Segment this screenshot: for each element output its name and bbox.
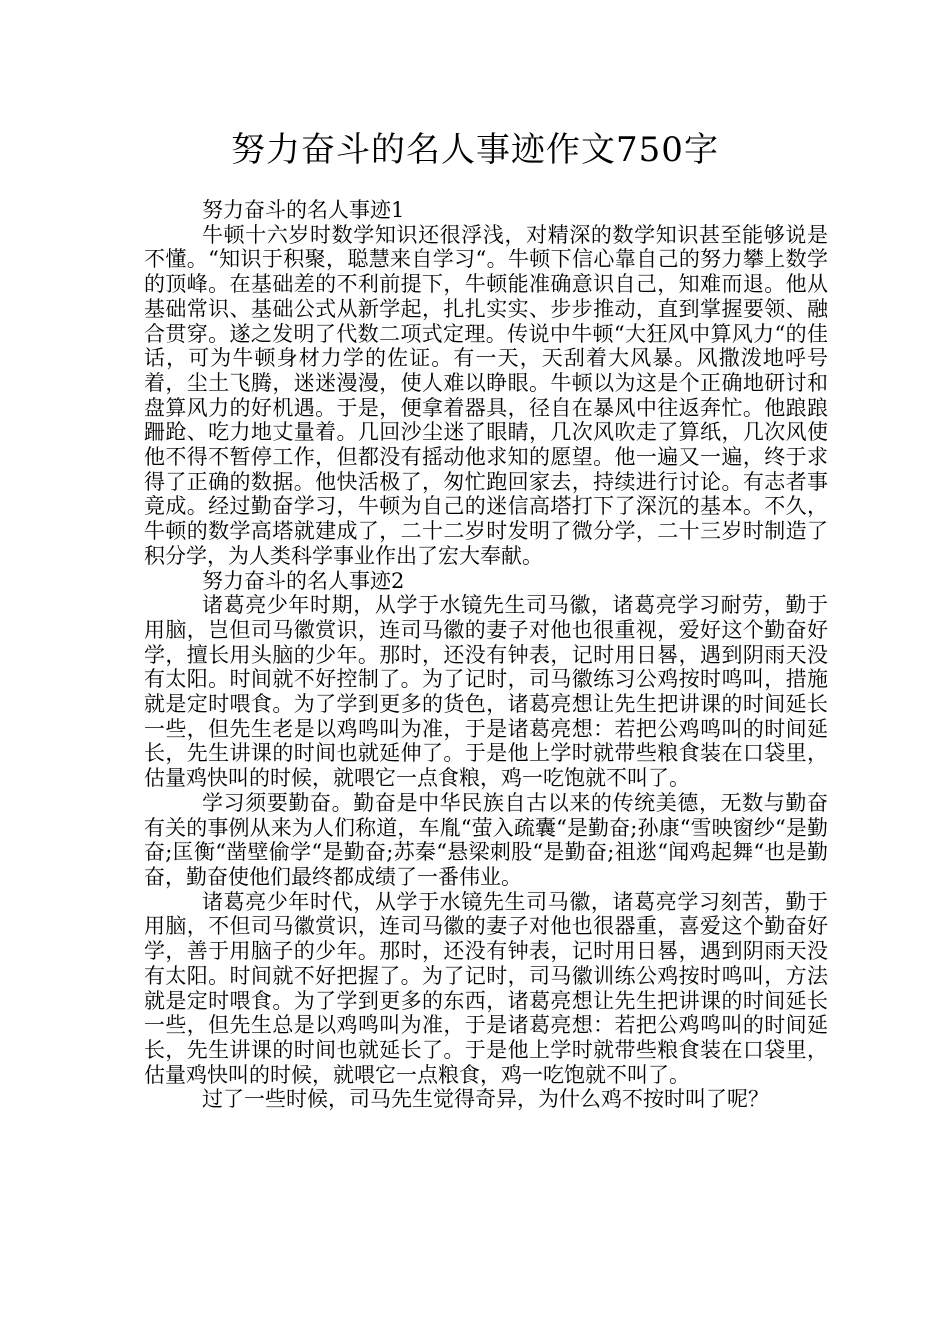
paragraph-sima-wonders: 过了一些时候，司马先生觉得奇异，为什么鸡不按时叫了呢？: [202, 1087, 769, 1112]
section-heading-1: 努力奋斗的名人事迹1: [202, 198, 405, 222]
section-heading-2: 努力奋斗的名人事迹2: [202, 568, 405, 593]
document-title: 努力奋斗的名人事迹作文750字: [231, 130, 719, 170]
paragraph-diligence: 学习须要勤奋。勤奋是中华民族自古以来的传统美德，无数与勤奋有关的事例从来为人们称道，车胤“萤入疏囊“是勤奋;孙康“雪映窗纱“是勤奋;匡衡“凿壁偷学“是勤奋;苏秦“悬梁刺股“是勤奋;祖逖“闻鸡起舞“也是勤奋，勤奋使他们最终都成绩了一番伟业。: [144, 790, 828, 889]
paragraph-newton: 牛顿十六岁时数学知识还很浮浅，对精深的数学知识甚至能够说是不懂。“知识于积聚，聪慧来自学习“。牛顿下信心靠自己的努力攀上数学的顶峰。在基础差的不利前提下，牛顿能准确意识自己，知难而退。他从基础常识、基础公式从新学起，扎扎实实、步步推动，直到掌握要领、融合贯穿。遂之发明了代数二项式定理。传说中牛顿“大狂风中算风力“的佳话，可为牛顿身材力学的佐证。有一天，天刮着大风暴。风撒泼地呼号着，尘土飞腾，迷迷漫漫，使人难以睁眼。牛顿以为这是个正确地研讨和盘算风力的好机遇。于是，便拿着器具，径自在暴风中往返奔忙。他踉踉跚跄、吃力地丈量着。几回沙尘迷了眼睛，几次风吹走了算纸，几次风使他不得不暂停工作，但都没有摇动他求知的愿望。他一遍又一遍，终于求得了正确的数据。他快活极了，匆忙跑回家去，持续进行讨论。有志者事竟成。经过勤奋学习，牛顿为自己的迷信高塔打下了深沉的基本。不久，牛顿的数学高塔就建成了，二十二岁时发明了微分学，二十三岁时制造了积分学，为人类科学事业作出了宏大奉献。: [144, 222, 828, 568]
paragraph-zhuge-liang-1: 诸葛亮少年时期，从学于水镜先生司马徽，诸葛亮学习耐劳，勤于用脑，岂但司马徽赏识，连司马徽的妻子对他也很重视，爱好这个勤奋好学，擅长用头脑的少年。那时，还没有钟表，记时用日晷，遇到阴雨天没有太阳。时间就不好控制了。为了记时，司马徽练习公鸡按时鸣叫，措施就是定时喂食。为了学到更多的货色，诸葛亮想让先生把讲课的时间延长一些，但先生老是以鸡鸣叫为准，于是诸葛亮想：若把公鸡鸣叫的时间延长，先生讲课的时间也就延伸了。于是他上学时就带些粮食装在口袋里，估量鸡快叫的时候，就喂它一点食粮，鸡一吃饱就不叫了。: [144, 593, 828, 791]
paragraph-zhuge-liang-2: 诸葛亮少年时代，从学于水镜先生司马徽，诸葛亮学习刻苦，勤于用脑，不但司马徽赏识，连司马徽的妻子对他也很器重，喜爱这个勤奋好学，善于用脑子的少年。那时，还没有钟表，记时用日晷，遇到阴雨天没有太阳。时间就不好把握了。为了记时，司马徽训练公鸡按时鸣叫，方法就是定时喂食。为了学到更多的东西，诸葛亮想让先生把讲课的时间延长一些，但先生总是以鸡鸣叫为准，于是诸葛亮想：若把公鸡鸣叫的时间延长，先生讲课的时间也就延长了。于是他上学时就带些粮食装在口袋里，估量鸡快叫的时候，就喂它一点粮食，鸡一吃饱就不叫了。: [144, 889, 828, 1087]
document-body: [144, 198, 828, 1112]
